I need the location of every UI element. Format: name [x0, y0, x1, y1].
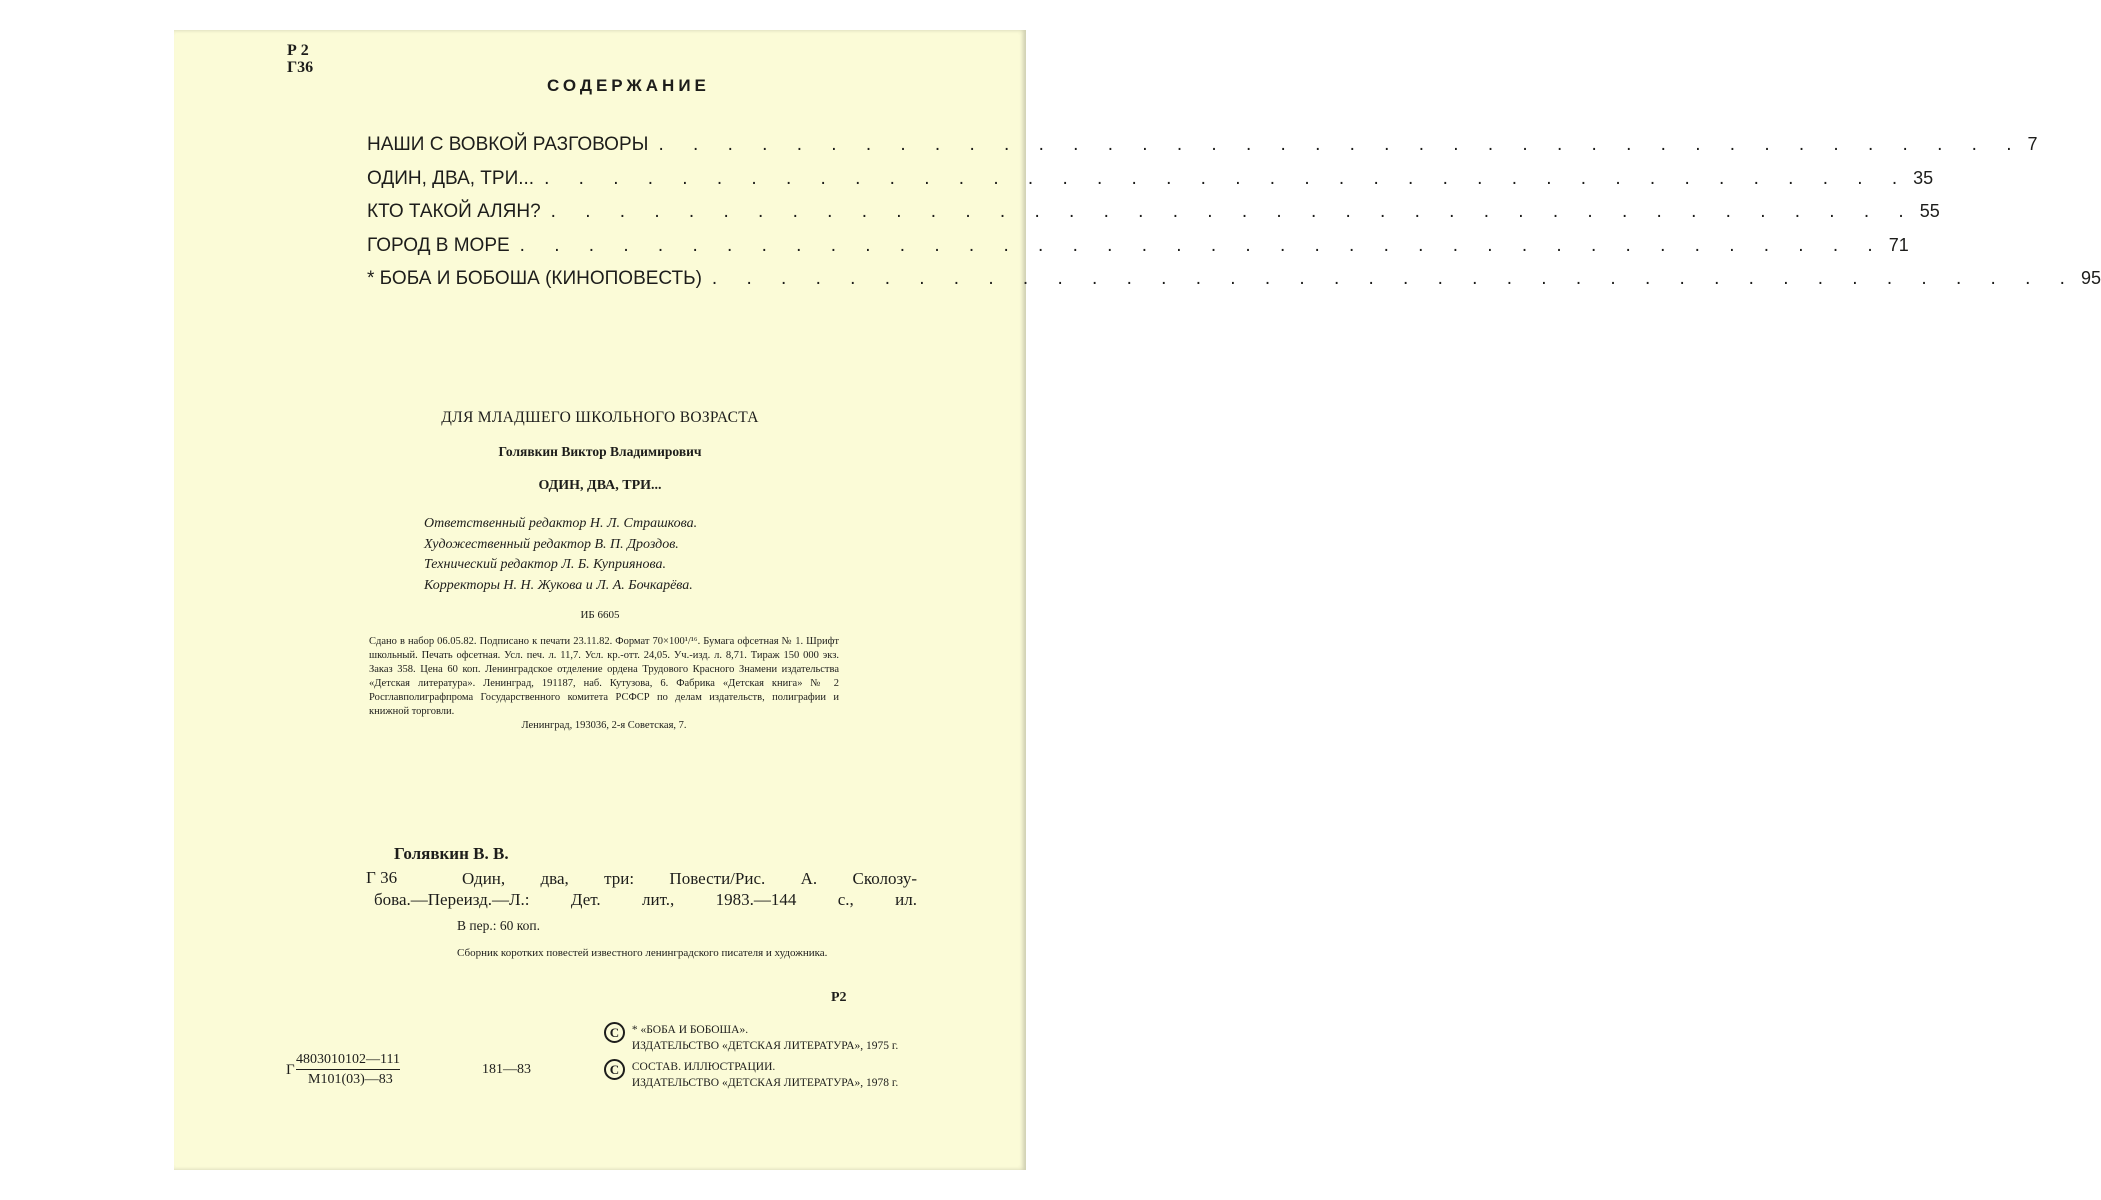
toc-entry-page: 35 [1913, 167, 1934, 188]
copyright-line: ИЗДАТЕЛЬСТВО «ДЕТСКАЯ ЛИТЕРАТУРА», 1975 г. [631, 1040, 899, 1052]
catalog-description-line1: Один, два, три: Повести/Рис. А. Сколозу- [462, 869, 917, 888]
printing-address: Ленинград, 193036, 2-я Советская, 7. [521, 720, 687, 731]
book-title: ОДИН, ДВА, ТРИ... [538, 478, 662, 493]
toc-entry[interactable] [367, 134, 2038, 168]
age-group-line: ДЛЯ МЛАДШЕГО ШКОЛЬНОГО ВОЗРАСТА [441, 409, 759, 426]
toc-leader-dots: . . . . . . . . . . . . . . . . . . . . . . . . . . . . . . . . . . . . . . . . [544, 167, 1910, 189]
catalog-class-code: Р2 [831, 990, 847, 1005]
toc-leader-dots: . . . . . . . . . . . . . . . . . . . . . . . . . . . . . . . . . . . . . . . . [519, 234, 1885, 256]
copyright-notice [604, 1022, 898, 1054]
editorial-credits [424, 514, 697, 596]
toc-entry-page: 7 [2027, 134, 2038, 154]
credit-line: Корректоры Н. Н. Жукова и Л. А. Бочкарёва. [424, 577, 693, 593]
toc-entry-page: 95 [2080, 268, 2101, 288]
toc-leader-dots: . . . . . . . . . . . . . . . . . . . . . . . . . . . . . . . . . . . . . . . . [658, 134, 2024, 155]
book-page [174, 30, 2101, 1170]
toc-entry-title: НАШИ С ВОВКОЙ РАЗГОВОРЫ [367, 134, 649, 155]
toc-entry-title: ОДИН, ДВА, ТРИ... [367, 167, 535, 189]
catalog-author: Голявкин В. В. [394, 844, 509, 863]
credit-line: Технический редактор Л. Б. Куприянова. [424, 557, 666, 572]
index-codes [287, 42, 313, 76]
table-of-contents [367, 134, 2101, 302]
classification-suffix: 181—83 [482, 1062, 531, 1077]
toc-entry-title: КТО ТАКОЙ АЛЯН? [367, 201, 541, 222]
copyright-line: СОСТАВ. ИЛЛЮСТРАЦИИ. [631, 1061, 776, 1073]
printing-details [369, 635, 839, 733]
credit-line: Ответственный редактор Н. Л. Страшкова. [424, 516, 698, 531]
toc-entry[interactable] [367, 234, 1909, 269]
catalog-description-line2: бова.—Переизд.—Л.: Дет. лит., 1983.—144 с., ил. [374, 890, 917, 909]
classification-denominator: М101(03)—83 [308, 1072, 393, 1087]
copyright-icon: С [604, 1059, 625, 1080]
toc-entry[interactable] [367, 167, 1934, 202]
classification-numerator: 4803010102—111 [296, 1052, 400, 1070]
index-code-r2: Р 2 [287, 42, 309, 59]
index-code-g36: Г36 [287, 59, 314, 76]
toc-entry-page: 55 [1919, 201, 1940, 221]
catalog-code: Г 36 [366, 868, 398, 887]
toc-leader-dots: . . . . . . . . . . . . . . . . . . . . . . . . . . . . . . . . . . . . . . . . [550, 201, 1916, 222]
copyright-notice [604, 1059, 898, 1091]
contents-heading: СОДЕРЖАНИЕ [547, 76, 710, 95]
copyright-icon: С [604, 1022, 625, 1043]
toc-entry[interactable] [367, 268, 2101, 302]
printing-details-text: Сдано в набор 06.05.82. Подписано к печати 23.11.82. Формат 70×100¹/¹⁶. Бумага офсетная № 1. Шрифт школьный. Печать офсетная. Усл. печ. л. 11,7. Усл. кр.-отт. 24,05. Уч.-изд. л. 8,71. Тираж 150 000 экз. Заказ 358. Цена 60 коп. Ленинградское отделение ордена Трудового Красного Знамени издательства «Детская литература». Ленинград, 191187, наб. Кутузова, 6. Фабрика «Детская книга» № 2 Росглавполиграфпрома Государственного комитета РСФСР по делам издательств, полиграфии и книжной торговли. [369, 636, 839, 717]
toc-entry[interactable] [367, 201, 1940, 235]
author-full-name: Голявкин Виктор Владимирович [498, 444, 702, 459]
catalog-summary: Сборник коротких повестей известного ленинградского писателя и художника. [457, 947, 828, 959]
classification-letter: Г [286, 1062, 295, 1078]
copyright-line: * «БОБА И БОБОША». [631, 1024, 749, 1036]
ib-number: ИБ 6605 [580, 609, 620, 621]
toc-leader-dots: . . . . . . . . . . . . . . . . . . . . . . . . . . . . . . . . . . . . . . . . [711, 268, 2077, 289]
copyright-line: ИЗДАТЕЛЬСТВО «ДЕТСКАЯ ЛИТЕРАТУРА», 1978 г. [631, 1077, 899, 1089]
toc-entry-page: 71 [1888, 234, 1909, 255]
toc-entry-title: * БОБА И БОБОША (КИНОПОВЕСТЬ) [367, 268, 702, 289]
credit-line: Художественный редактор В. П. Дроздов. [424, 536, 679, 552]
toc-entry-title: ГОРОД В МОРЕ [367, 234, 510, 256]
catalog-price: В пер.: 60 коп. [457, 918, 540, 933]
